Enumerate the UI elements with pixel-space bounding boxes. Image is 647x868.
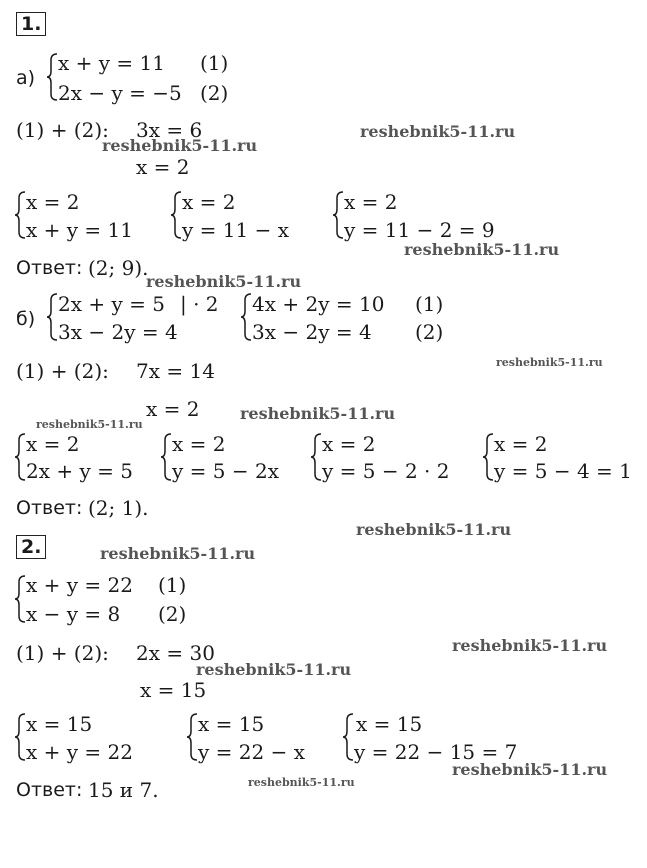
part-a-x-value: x = 2 xyxy=(136,155,190,179)
part-b-eq1-mult: | · 2 xyxy=(180,292,219,316)
watermark: reshebnik5-11.ru xyxy=(100,544,256,563)
system-line: x = 2 xyxy=(322,432,376,456)
task2-answer-value: 15 и 7. xyxy=(88,778,159,802)
system-brace-icon xyxy=(482,432,494,482)
part-a-sum-prefix: (1) + (2): xyxy=(16,118,109,142)
system-line: y = 22 − x xyxy=(198,740,305,764)
system-line: x = 2 xyxy=(182,190,236,214)
system-brace-icon xyxy=(240,292,252,342)
system-line: x = 2 xyxy=(172,432,226,456)
part-b-eq3: 4x + 2y = 10 xyxy=(252,292,385,316)
task2-eq2: x − y = 8 xyxy=(26,602,121,626)
watermark: reshebnik5-11.ru xyxy=(102,136,258,155)
part-a-eq1-tag: (1) xyxy=(200,51,229,75)
task2-sum-result: 2x = 30 xyxy=(136,641,215,665)
part-b-label: б) xyxy=(16,308,36,330)
watermark: reshebnik5-11.ru xyxy=(356,520,512,539)
system-brace-icon xyxy=(46,52,58,102)
system-line: x = 2 xyxy=(26,190,80,214)
watermark: reshebnik5-11.ru xyxy=(404,240,560,259)
system-brace-icon xyxy=(186,712,198,762)
part-a-eq1: x + y = 11 xyxy=(58,51,165,75)
system-brace-icon xyxy=(342,712,354,762)
system-line: x = 15 xyxy=(198,712,265,736)
system-line: y = 5 − 4 = 1 xyxy=(494,459,632,483)
part-b-x-value: x = 2 xyxy=(146,397,200,421)
part-b-sum-prefix: (1) + (2): xyxy=(16,359,109,383)
system-line: x = 2 xyxy=(26,432,80,456)
system-line: y = 5 − 2x xyxy=(172,459,279,483)
system-line: 2x + y = 5 xyxy=(26,459,133,483)
watermark: reshebnik5-11.ru xyxy=(240,404,396,423)
part-b-eq2: 3x − 2y = 4 xyxy=(58,320,178,344)
system-line: x = 2 xyxy=(494,432,548,456)
system-line: y = 11 − x xyxy=(182,218,289,242)
system-line: x + y = 11 xyxy=(26,218,133,242)
system-brace-icon xyxy=(14,190,26,240)
system-brace-icon xyxy=(14,432,26,482)
part-a-answer-value: (2; 9). xyxy=(88,256,149,280)
watermark: reshebnik5-11.ru xyxy=(36,418,143,431)
system-line: y = 22 − 15 = 7 xyxy=(354,740,518,764)
task-number-1: 1. xyxy=(16,12,46,36)
watermark: reshebnik5-11.ru xyxy=(360,122,516,141)
system-brace-icon xyxy=(332,190,344,240)
part-a-eq2-tag: (2) xyxy=(200,81,229,105)
part-b-eq3-tag: (1) xyxy=(415,292,444,316)
system-line: x = 2 xyxy=(344,190,398,214)
watermark: reshebnik5-11.ru xyxy=(452,636,608,655)
part-b-eq4: 3x − 2y = 4 xyxy=(252,320,372,344)
watermark: reshebnik5-11.ru xyxy=(248,776,355,789)
system-brace-icon xyxy=(14,574,26,624)
task2-eq1: x + y = 22 xyxy=(26,573,133,597)
task2-answer-label: Ответ: xyxy=(16,779,83,801)
system-line: x = 15 xyxy=(26,712,93,736)
part-a-label: а) xyxy=(16,67,36,89)
system-line: x = 15 xyxy=(356,712,423,736)
watermark: reshebnik5-11.ru xyxy=(196,660,352,679)
system-brace-icon xyxy=(310,432,322,482)
task-number-2: 2. xyxy=(16,535,46,559)
system-brace-icon xyxy=(46,292,58,342)
task2-eq2-tag: (2) xyxy=(158,602,187,626)
watermark: reshebnik5-11.ru xyxy=(452,760,608,779)
system-line: y = 5 − 2 · 2 xyxy=(322,459,450,483)
system-brace-icon xyxy=(14,712,26,762)
part-b-sum-result: 7x = 14 xyxy=(136,359,215,383)
task2-eq1-tag: (1) xyxy=(158,573,187,597)
part-a-answer-label: Ответ: xyxy=(16,257,83,279)
part-b-answer-value: (2; 1). xyxy=(88,496,149,520)
task2-x-value: x = 15 xyxy=(140,678,207,702)
system-brace-icon xyxy=(160,432,172,482)
part-a-sum-result: 3x = 6 xyxy=(136,118,203,142)
part-b-answer-label: Ответ: xyxy=(16,497,83,519)
system-line: x + y = 22 xyxy=(26,740,133,764)
system-brace-icon xyxy=(170,190,182,240)
watermark: reshebnik5-11.ru xyxy=(146,272,302,291)
part-a-eq2: 2x − y = −5 xyxy=(58,81,182,105)
system-line: y = 11 − 2 = 9 xyxy=(344,218,495,242)
part-b-eq1: 2x + y = 5 xyxy=(58,292,165,316)
part-b-eq4-tag: (2) xyxy=(415,320,444,344)
task2-sum-prefix: (1) + (2): xyxy=(16,641,109,665)
watermark: reshebnik5-11.ru xyxy=(496,356,603,369)
